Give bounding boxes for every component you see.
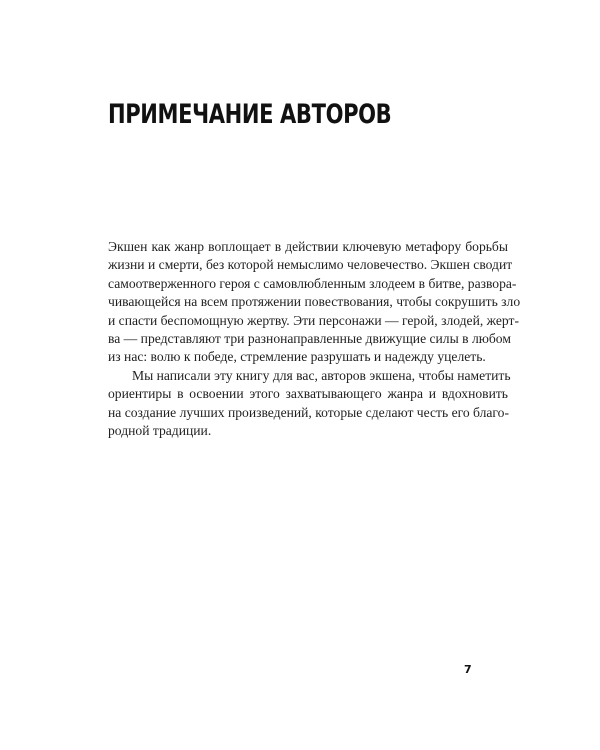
page-heading: ПРИМЕЧАНИЕ АВТОРОВ: [108, 99, 392, 130]
text-line: и спасти беспомощную жертву. Эти персонажи — герой, злодей, жерт-: [108, 312, 519, 328]
text-line: Экшен как жанр воплощает в действии ключевую метафору борьбы: [108, 239, 508, 254]
text-line: Мы написали эту книгу для вас, авторов экшена, чтобы наметить: [132, 367, 511, 383]
text-line: жизни и смерти, без которой немыслимо человечество. Экшен сводит: [108, 257, 513, 273]
text-line: из нас: волю к победе, стремление разрушать и надежду уцелеть.: [108, 349, 486, 365]
text-line: ва — представляют три разнонаправленные движущие силы в любом: [108, 330, 511, 346]
text-line: на создание лучших произведений, которые сделают честь его благо-: [108, 404, 509, 420]
paragraph-2: [108, 367, 511, 441]
body-text: [108, 238, 521, 440]
paragraph-1: [108, 238, 521, 367]
text-line: родной традиции.: [108, 422, 212, 438]
text-line: самоотверженного героя с самовлюбленным злодеем в битве, развора-: [108, 275, 517, 291]
text-line: ориентиры в освоении этого захватывающего жанра и вдохновить: [108, 386, 508, 402]
page-number: 7: [464, 663, 472, 676]
text-line: чивающейся на всем протяжении повествования, чтобы сокрушить зло: [108, 294, 521, 310]
